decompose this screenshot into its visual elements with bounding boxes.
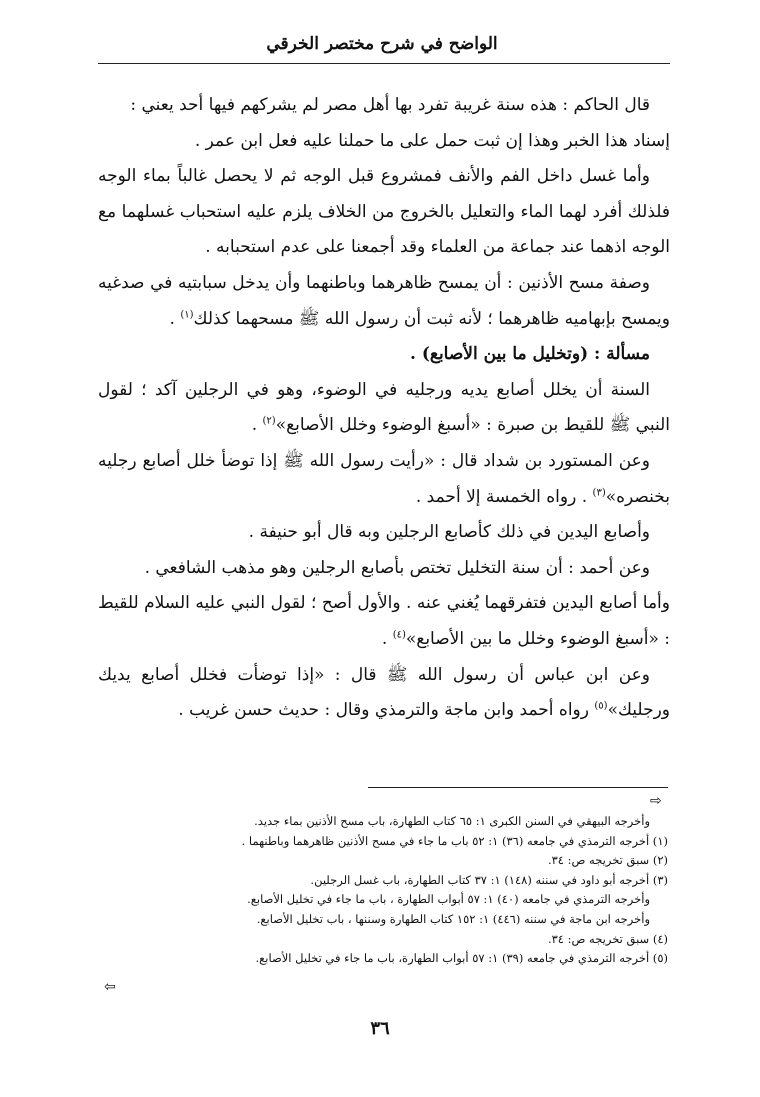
body-paragraph — [98, 266, 670, 337]
running-header: الواضح في شرح مختصر الخرقي — [266, 34, 498, 54]
body-paragraph — [98, 658, 670, 729]
paragraph-tail: . — [381, 628, 393, 649]
body-paragraph — [98, 337, 670, 373]
paragraph-text: إسناد هذا الخبر وهذا إن ثبت حمل على ما حملنا عليه فعل ابن عمر . — [194, 130, 670, 151]
footnote: وأخرجه الترمذي في جامعه (٤٠) ١: ٥٧ أبواب الطهارة ، باب ما جاء في تخليل الأصابع. — [247, 892, 650, 907]
footnote: (٢) سبق تخريجه ص: ٣٤. — [547, 853, 668, 868]
footnote: وأخرجه ابن ماجة في سننه (٤٤٦) ١: ١٥٢ كتاب الطهارة وسننها ، باب تخليل الأصابع. — [256, 911, 650, 926]
footnote-marker: (٢) — [262, 415, 276, 427]
body-paragraph — [98, 515, 670, 551]
body-paragraph — [98, 444, 670, 515]
paragraph-tail: . رواه الخمسة إلا أحمد . — [415, 486, 593, 507]
paragraph-text: مسألة : (وتخليل ما بين الأصابع) . — [410, 344, 650, 365]
paragraph-text: وأصابع اليدين في ذلك كأصابع الرجلين وبه قال أبو حنيفة . — [248, 522, 650, 543]
continuation-arrow-end-icon: ⇦ — [104, 979, 116, 995]
paragraph-text: وأما غسل داخل الفم والأنف فمشروع قبل الوجه ثم لا يحصل غالباً بماء الوجه فلذلك أفرد لهما الماء والتعليل بالخروج من الخلاف يلزم عليه استحباب غسلهما مع الوجه اذهما عند جماعة من العلماء وقد أجمعنا على عدم استحبابه . — [98, 166, 670, 258]
footnote: وأخرجه البيهقي في السنن الكبرى ١: ٦٥ كتاب الطهارة، باب مسح الأذنين بماء جديد. — [254, 814, 650, 828]
body-paragraph — [98, 586, 670, 657]
body-paragraph — [98, 124, 670, 160]
footnote-marker: (٣) — [592, 486, 606, 498]
page-number: ٣٦ — [370, 1018, 390, 1039]
paragraph-tail: . — [251, 415, 263, 436]
footnote: (٥) أخرجه الترمذي في جامعه (٣٩) ١: ٥٧ أبواب الطهارة، باب ما جاء في تخليل الأصابع. — [255, 951, 668, 966]
paragraph-text: وعن ابن عباس أن رسول الله ﷺ قال : «إذا توضأت فخلل أصابع يديك ورجليك» — [98, 664, 670, 721]
paragraph-text: وعن أحمد : أن سنة التخليل تختص بأصابع الرجلين وهو مذهب الشافعي . — [144, 557, 650, 578]
footnote: (٤) سبق تخريجه ص: ٣٤. — [547, 931, 668, 946]
paragraph-tail: . — [169, 308, 181, 329]
footnote: (٣) أخرجه أبو داود في سننه (١٤٨) ١: ٣٧ كتاب الطهارة، باب غسل الرجلين. — [310, 872, 668, 887]
paragraph-text: وصفة مسح الأذنين : أن يمسح ظاهرهما وباطنهما وأن يدخل سبابتيه في صدغيه ويمسح بإبهاميه ظاهرهما ؛ لأنه ثبت أن رسول الله ﷺ مسحهما كذلك — [98, 272, 670, 329]
footnote-marker: (٤) — [392, 629, 406, 641]
footnote-rule — [368, 787, 668, 788]
paragraph-text: السنة أن يخلل أصابع يديه ورجليه في الوضوء، وهو في الرجلين آكد ؛ لقول النبي ﷺ للقيط بن صبرة : «أسبغ الوضوء وخلل الأصابع» — [98, 379, 670, 436]
paragraph-text: وأما أصابع اليدين فتفرقهما يُغني عنه . والأول أصح ؛ لقول النبي عليه السلام للقيط : «أسبغ الوضوء وخلل ما بين الأصابع» — [98, 593, 670, 649]
header-rule — [98, 63, 670, 64]
body-paragraph — [98, 373, 670, 444]
body-paragraph — [98, 159, 670, 266]
paragraph-text: قال الحاكم : هذه سنة غريبة تفرد بها أهل مصر لم يشركهم فيها أحد يعني : — [130, 95, 650, 115]
footnote: (١) أخرجه الترمذي في جامعه (٣٦) ١: ٥٢ باب ما جاء في مسح الأذنين ظاهرهما وباطنهما . — [241, 833, 668, 848]
paragraph-text: وعن المستورد بن شداد قال : «رأيت رسول الله ﷺ إذا توضأ خلل أصابع رجليه بخنصره» — [98, 450, 670, 507]
continuation-arrow-icon: ⇨ — [650, 793, 662, 809]
body-paragraph — [98, 88, 670, 124]
body-paragraph — [98, 551, 670, 587]
main-text — [98, 88, 670, 729]
footnotes — [98, 812, 668, 969]
footnote-marker: (٥) — [594, 700, 608, 712]
paragraph-tail: رواه أحمد وابن ماجة والترمذي وقال : حديث حسن غريب . — [178, 700, 595, 721]
footnote-marker: (١) — [180, 308, 194, 320]
